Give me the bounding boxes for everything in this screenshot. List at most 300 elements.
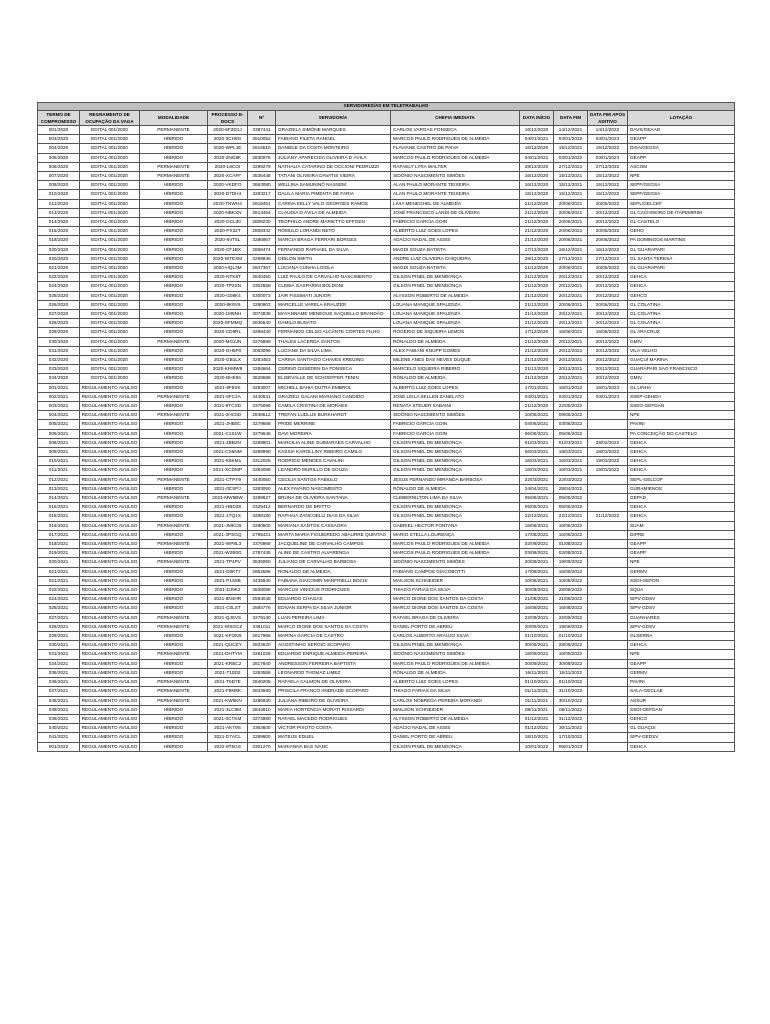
cell-chefia: THIAGO FARIAS DA SILVA (391, 687, 520, 696)
cell-data-fim: 01/10/2022 (554, 632, 588, 641)
cell-data-inicio: 24/04/2021 (520, 484, 554, 493)
cell-termo: 002/2021 (38, 392, 80, 401)
cell-termo: 034/2020 (38, 374, 80, 383)
cell-modalidade: HÍBRIDO (140, 549, 208, 558)
cell-data-inicio: 16/06/2021 (520, 521, 554, 530)
cell-processo: 2020-GCL30 (208, 217, 248, 226)
cell-regramento: REGULAMENTO AVULSO (80, 668, 140, 677)
cell-data-inicio: 28/12/2020 (520, 162, 554, 171)
cell-modalidade: HÍBRIDO (140, 319, 208, 328)
table-row (38, 171, 735, 180)
cell-processo: 2021-C1S1W (208, 429, 248, 438)
cell-termo: 015/2021 (38, 503, 80, 512)
cell-data-fim-aditivo (588, 641, 628, 650)
cell-regramento: REGULAMENTO AVULSO (80, 521, 140, 530)
cell-data-fim-aditivo (588, 558, 628, 567)
cell-numero: 3440050 (248, 475, 276, 484)
cell-termo: 033/2020 (38, 365, 80, 374)
cell-data-inicio: 01/12/2021 (520, 714, 554, 723)
cell-lotacao: DAVS/GEAAD (628, 125, 735, 134)
cell-chefia: THIAGO FARIAS DA SILVA (391, 586, 520, 595)
header-data-fim: DATA FIM (554, 110, 588, 125)
cell-regramento: REGULAMENTO AVULSO (80, 604, 140, 613)
cell-termo: 021/2021 (38, 567, 80, 576)
cell-data-fim: 20/06/2021 (554, 227, 588, 236)
cell-lotacao: GEHCA (628, 503, 735, 512)
cell-servidor: CLAUDIA D ÁVILA DE ALMEIDA (276, 208, 391, 217)
spreadsheet-page (37, 102, 734, 752)
cell-lotacao: NPE (628, 650, 735, 659)
cell-data-fim: 20/12/2021 (554, 273, 588, 282)
cell-processo: 2020-MG2JN (208, 337, 248, 346)
cell-regramento: REGULAMENTO AVULSO (80, 576, 140, 585)
cell-termo: 035/2021 (38, 668, 80, 677)
cell-modalidade: PERMANENTE (140, 540, 208, 549)
cell-servidor: NATHALIA CATARINO DE OCCIONI PEDRUZZI (276, 162, 391, 171)
cell-data-fim-aditivo (588, 420, 628, 429)
cell-processo: 2021-C0LST (208, 604, 248, 613)
cell-lotacao: GUARAPARI SAO FRANCISCO (628, 365, 735, 374)
cell-lotacao: SEPF/GEGSA (628, 181, 735, 190)
cell-lotacao: GEHCA (628, 466, 735, 475)
table-row (38, 355, 735, 364)
cell-regramento: EDITAL 001/2020 (80, 309, 140, 318)
cell-data-fim-aditivo: 20/12/2022 (588, 337, 628, 346)
cell-data-fim-aditivo (588, 567, 628, 576)
cell-data-fim: 15/12/2021 (554, 144, 588, 153)
table-row (38, 383, 735, 392)
cell-modalidade: HÍBRIDO (140, 484, 208, 493)
cell-servidor: MAYANNAME MENEGUE SAQUELLO BRANDÃO (276, 309, 391, 318)
cell-data-inicio: 22/09/2021 (520, 613, 554, 622)
cell-processo: 2020-TP2SN (208, 282, 248, 291)
cell-termo: 010/2020 (38, 190, 80, 199)
cell-termo: 021/2021 (38, 576, 80, 585)
table-row (38, 733, 735, 742)
cell-regramento: EDITAL 001/2020 (80, 217, 140, 226)
cell-numero: 3063099 (248, 346, 276, 355)
cell-data-fim-aditivo (588, 733, 628, 742)
cell-servidor: FERNANDO RAPHAEL DA SILVA (276, 245, 391, 254)
cell-data-inicio: 21/12/2020 (520, 291, 554, 300)
cell-termo: 021/2020 (38, 263, 80, 272)
cell-chefia: GILSON PINEL DE MENDONÇA (391, 457, 520, 466)
cell-modalidade: PERMANENTE (140, 678, 208, 687)
cell-chefia: CARLOS VARGAS FONSECA (391, 125, 520, 134)
cell-servidor: LUAN PEREIRA LIMA (276, 613, 391, 622)
cell-chefia: SIDÔNIO NASCIMENTO SIMÕES (391, 171, 520, 180)
cell-regramento: EDITAL 001/2020 (80, 263, 140, 272)
cell-servidor: JAIR FISSIMATI JUNIOR (276, 291, 391, 300)
cell-data-inicio: 21/12/2020 (520, 263, 554, 272)
table-row (38, 402, 735, 411)
cell-lotacao: GL COLATINA (628, 319, 735, 328)
cell-numero: 3663080 (248, 181, 276, 190)
cell-modalidade: HÍBRIDO (140, 291, 208, 300)
cell-numero: 3381011 (248, 622, 276, 631)
cell-numero: 2817840 (248, 659, 276, 668)
cell-data-inicio: 28/12/2020 (520, 254, 554, 263)
cell-chefia: ALBERTO LUIZ GOES LOPES (391, 383, 520, 392)
cell-modalidade: HÍBRIDO (140, 402, 208, 411)
cell-numero: 3299846 (248, 254, 276, 263)
cell-chefia: GILSON PINEL DE MENDONÇA (391, 273, 520, 282)
table-row (38, 540, 735, 549)
cell-data-fim-aditivo: 15/12/2022 (588, 171, 628, 180)
cell-termo: 030/2021 (38, 641, 80, 650)
cell-termo: 005/2021 (38, 420, 80, 429)
cell-chefia: MARCOS PAULO RODRIGUES DE ALMEIDA (391, 135, 520, 144)
cell-lotacao: GL LINHA (628, 383, 735, 392)
cell-modalidade: HÍBRIDO (140, 144, 208, 153)
cell-data-fim: 14/12/2021 (554, 125, 588, 134)
cell-data-inicio: 10/08/2021 (520, 576, 554, 585)
cell-chefia: JOSÉ LEILA SELLEN ZANELATO (391, 392, 520, 401)
cell-processo: 2020-PX32T (208, 227, 248, 236)
cell-processo: 2020-G08K4 (208, 291, 248, 300)
cell-data-inicio: 21/12/2020 (520, 273, 554, 282)
cell-modalidade: PERMANENTE (140, 696, 208, 705)
cell-regramento: REGULAMENTO AVULSO (80, 438, 140, 447)
cell-data-fim: 20/06/2021 (554, 236, 588, 245)
cell-lotacao: SIPV-GEDSV (628, 733, 735, 742)
cell-data-fim-aditivo: 20/12/2022 (588, 374, 628, 383)
cell-termo: 020/2020 (38, 245, 80, 254)
cell-numero: 3286930 (248, 696, 276, 705)
cell-processo: 2020-WTEXM (208, 254, 248, 263)
cell-lotacao: GEAPP (628, 135, 735, 144)
cell-numero: 2808332 (248, 227, 276, 236)
cell-processo: 2021-T10D2 (208, 668, 248, 677)
cell-modalidade: HÍBRIDO (140, 448, 208, 457)
cell-regramento: REGULAMENTO AVULSO (80, 429, 140, 438)
cell-modalidade: HÍBRIDO (140, 567, 208, 576)
table-row (38, 613, 735, 622)
cell-data-fim: 16/01/2022 (554, 383, 588, 392)
cell-regramento: EDITAL 001/2020 (80, 171, 140, 180)
cell-data-fim-aditivo: 20/12/2022 (588, 309, 628, 318)
cell-data-fim-aditivo: 19/03/2022 (588, 457, 628, 466)
cell-data-fim-aditivo: 20/12/2022 (588, 273, 628, 282)
cell-modalidade: PERMANENTE (140, 521, 208, 530)
cell-data-inicio: 04/01/2021 (520, 392, 554, 401)
table-row (38, 494, 735, 503)
cell-servidor: TEOPHILO ANDRE MARIETTO EFFGEN (276, 217, 391, 226)
cell-chefia: RÔNALDO DE ALMEIDA (391, 337, 520, 346)
cell-data-inicio: 16/12/2020 (520, 125, 554, 134)
cell-modalidade: HÍBRIDO (140, 530, 208, 539)
cell-lotacao: GL CASTELO (628, 217, 735, 226)
cell-lotacao: DISA/GEGSA (628, 144, 735, 153)
table-row (38, 420, 735, 429)
cell-termo: 018/2021 (38, 540, 80, 549)
cell-modalidade: HÍBRIDO (140, 300, 208, 309)
cell-termo: 016/2021 (38, 512, 80, 521)
cell-modalidade: HÍBRIDO (140, 595, 208, 604)
table-row (38, 181, 735, 190)
cell-servidor: MARINA GARCIA DE CASTRO (276, 632, 391, 641)
cell-chefia: SIDÔNIO NASCIMENTO SIMÕES (391, 411, 520, 420)
cell-regramento: REGULAMENTO AVULSO (80, 549, 140, 558)
cell-data-fim: 03/01/2022 (554, 392, 588, 401)
table-row (38, 705, 735, 714)
cell-modalidade: HÍBRIDO (140, 586, 208, 595)
cell-regramento: EDITAL 001/2020 (80, 328, 140, 337)
cell-lotacao: SIPV-GDSV (628, 595, 735, 604)
cell-chefia: GILSON PINEL DE MENDONÇA (391, 512, 520, 521)
cell-lotacao: PA DOMINGOS MARTINS (628, 236, 735, 245)
cell-modalidade: HÍBRIDO (140, 181, 208, 190)
cell-processo: 2021-T6D7E (208, 678, 248, 687)
cell-numero: 2817966 (248, 632, 276, 641)
cell-data-inicio: 21/12/2020 (520, 300, 554, 309)
cell-data-fim: 28/04/2022 (554, 484, 588, 493)
cell-modalidade: HÍBRIDO (140, 714, 208, 723)
cell-termo: 037/2021 (38, 687, 80, 696)
cell-data-fim: 03/06/2022 (554, 420, 588, 429)
cell-termo: 001/2022 (38, 742, 80, 751)
cell-regramento: REGULAMENTO AVULSO (80, 448, 140, 457)
cell-data-fim: 16/06/2022 (554, 521, 588, 530)
cell-termo: 025/2020 (38, 291, 80, 300)
cell-servidor: LUCIANE DA SILVA LIMA (276, 346, 391, 355)
cell-data-fim: 08/11/2022 (554, 705, 588, 714)
cell-lotacao: GEHCA (628, 282, 735, 291)
cell-data-inicio: 16/12/2020 (520, 144, 554, 153)
cell-regramento: REGULAMENTO AVULSO (80, 696, 140, 705)
cell-data-fim: 16/08/2022 (554, 604, 588, 613)
cell-data-fim-aditivo (588, 622, 628, 631)
cell-lotacao: GUAÇUÍ MARINA (628, 355, 735, 364)
cell-processo: 2021-AKT9S (208, 724, 248, 733)
cell-regramento: EDITAL 001/2020 (80, 355, 140, 364)
table-row (38, 309, 735, 318)
cell-regramento: REGULAMENTO AVULSO (80, 457, 140, 466)
table-row (38, 346, 735, 355)
cell-servidor: EDUARDO ENRIQUE ALMEIDA PEREIRA (276, 650, 391, 659)
cell-lotacao: NPE (628, 411, 735, 420)
cell-chefia: JOSÉ FRANCISCO LANDI DE OLIVEIRA (391, 208, 520, 217)
table-row (38, 558, 735, 567)
cell-regramento: REGULAMENTO AVULSO (80, 687, 140, 696)
cell-modalidade: HÍBRIDO (140, 420, 208, 429)
cell-data-fim: 30/09/2022 (554, 659, 588, 668)
cell-lotacao: GEHCO (628, 291, 735, 300)
cell-processo: 2020-SFMMQ (208, 319, 248, 328)
cell-servidor: MARCILIA ALINE GUIMARAES CARVALHO (276, 438, 391, 447)
cell-chefia: GILSON PINEL DE MENDONÇA (391, 282, 520, 291)
cell-data-inicio: 05/05/2021 (520, 494, 554, 503)
cell-data-fim-aditivo (588, 402, 628, 411)
cell-modalidade: HÍBRIDO (140, 438, 208, 447)
cell-chefia: GILSON PINEL DE MENDONÇA (391, 641, 520, 650)
cell-data-inicio: 17/08/2021 (520, 530, 554, 539)
cell-modalidade: PERMANENTE (140, 162, 208, 171)
cell-servidor: VICTOR PIXOTO COSTA (276, 724, 391, 733)
cell-termo: 014/2020 (38, 217, 80, 226)
cell-numero: 3288180 (248, 512, 276, 521)
cell-processo: 2021-HBD28 (208, 503, 248, 512)
table-row (38, 300, 735, 309)
cell-chefia: GILSON PINEL DE MENDONÇA (391, 466, 520, 475)
cell-chefia: MARCO DIONE DOS SANTOS DA COSTA (391, 595, 520, 604)
cell-numero: 5300073 (248, 291, 276, 300)
cell-servidor: DALILA MARIA PIMENTA DE FARIA (276, 190, 391, 199)
cell-data-fim: 18/03/2021 (554, 448, 588, 457)
cell-numero: 3280500 (248, 521, 276, 530)
cell-processo: 2021-F8M8K (208, 687, 248, 696)
cell-termo: 024/2020 (38, 282, 80, 291)
cell-data-inicio: 16/12/2020 (520, 181, 554, 190)
cell-data-fim: 20/12/2021 (554, 346, 588, 355)
cell-data-fim-aditivo: 19/03/2022 (588, 466, 628, 475)
cell-data-inicio: 16/12/2020 (520, 171, 554, 180)
cell-chefia: ANDRE LUIZ OLIVEIRA CHIQUEIRA (391, 254, 520, 263)
cell-termo: 001/2020 (38, 125, 80, 134)
cell-processo: 2021-8N4HR (208, 595, 248, 604)
cell-data-fim-aditivo: 20/12/2022 (588, 319, 628, 328)
cell-processo: 2020-3CH8G (208, 135, 248, 144)
cell-data-inicio: 01/03/2021 (520, 438, 554, 447)
cell-chefia: MARCOS PAULO RODRIGUES DE ALMEIDA (391, 153, 520, 162)
cell-termo: 019/2021 (38, 549, 80, 558)
cell-processo: 2020-TNWH4 (208, 199, 248, 208)
cell-termo: 040/2021 (38, 724, 80, 733)
table-row (38, 604, 735, 613)
cell-data-inicio: 30/09/2021 (520, 641, 554, 650)
cell-termo: 031/2021 (38, 650, 80, 659)
cell-regramento: EDITAL 001/2020 (80, 199, 140, 208)
header-regramento: REGRAMENTO DE OCUPAÇÃO DA VAGA (80, 110, 140, 125)
cell-termo: 010/2021 (38, 457, 80, 466)
cell-regramento: EDITAL 001/2020 (80, 346, 140, 355)
cell-regramento: REGULAMENTO AVULSO (80, 632, 140, 641)
table-row (38, 125, 735, 134)
cell-chefia: MARCOS PAULO RODRIGUES DE ALMEIDA (391, 540, 520, 549)
cell-servidor: EDIVAN SERPA DA SILVA JUNIOR (276, 604, 391, 613)
table-row (38, 392, 735, 401)
cell-processo: 2020-CF1BX (208, 245, 248, 254)
cell-data-fim: 17/10/2022 (554, 733, 588, 742)
cell-data-inicio: 17/12/2020 (520, 245, 554, 254)
cell-modalidade: HÍBRIDO (140, 429, 208, 438)
cell-lotacao: GEPAD (628, 494, 735, 503)
cell-data-fim-aditivo: 20/12/2022 (588, 346, 628, 355)
cell-chefia: ALBERTO LUIZ GOES LOPES (391, 678, 520, 687)
cell-modalidade: HÍBRIDO (140, 659, 208, 668)
cell-numero: 3283217 (248, 190, 276, 199)
cell-lotacao: GURAMIENOS (628, 484, 735, 493)
cell-numero: 3628688 (248, 374, 276, 383)
cell-servidor: CAMILA CRISTINA DE MORAES (276, 402, 391, 411)
cell-servidor: ELISEVALLE DE SCHOEFFER TENIN (276, 374, 391, 383)
cell-processo: 2021-JMKCB (208, 521, 248, 530)
cell-chefia: ALYSSON ROBERTO DE ALMEIDA (391, 291, 520, 300)
cell-data-fim-aditivo: 20/12/2022 (588, 355, 628, 364)
cell-processo: 2021-QJSVS (208, 613, 248, 622)
table-row (38, 668, 735, 677)
cell-chefia: JESUS FERNANDO MIRANDA BARBOSA (391, 475, 520, 484)
cell-numero: 2847367 (248, 263, 276, 272)
cell-data-fim: 20/06/2021 (554, 208, 588, 217)
cell-termo: 018/2020 (38, 236, 80, 245)
cell-regramento: EDITAL 001/2020 (80, 291, 140, 300)
cell-chefia: CARLOS ALBERTO ARAUJO SILVA (391, 632, 520, 641)
cell-termo: 036/2021 (38, 678, 80, 687)
cell-termo: 006/2020 (38, 162, 80, 171)
cell-data-fim-aditivo (588, 521, 628, 530)
cell-modalidade: PERMANENTE (140, 475, 208, 484)
cell-lotacao: GEHCA (628, 641, 735, 650)
cell-data-fim: 27/12/2021 (554, 254, 588, 263)
cell-regramento: EDITAL 001/2020 (80, 125, 140, 134)
cell-servidor: WELLINA SAMUNINÕ NASSEM (276, 181, 391, 190)
header-row (38, 110, 735, 125)
cell-modalidade: HÍBRIDO (140, 705, 208, 714)
cell-chefia: ROGERIO DE SIQUEIRA LEMOS (391, 328, 520, 337)
cell-processo: 2020-HQL3M (208, 263, 248, 272)
cell-lotacao: DIPRE (628, 530, 735, 539)
cell-processo: 2021-WSGCZ (208, 622, 248, 631)
cell-servidor: MICHELL BAHIA DUTRA EMBROL (276, 383, 391, 392)
table-row (38, 135, 735, 144)
cell-data-fim-aditivo: 27/12/2022 (588, 254, 628, 263)
cell-termo: 013/2020 (38, 208, 80, 217)
cell-regramento: EDITAL 001/2020 (80, 282, 140, 291)
cell-data-fim: 09/05/2022 (554, 411, 588, 420)
table-row (38, 576, 735, 585)
table-row (38, 153, 735, 162)
cell-termo: 029/2020 (38, 328, 80, 337)
cell-servidor: BERNARDO DE BRITTO (276, 503, 391, 512)
cell-chefia: MARCELO SIQUEIRA RIBEIRO (391, 365, 520, 374)
cell-regramento: REGULAMENTO AVULSO (80, 402, 140, 411)
table-row (38, 714, 735, 723)
cell-data-inicio: 10/01/2022 (520, 742, 554, 751)
cell-lotacao: SSDI-GEFDN (628, 576, 735, 585)
cell-data-fim-aditivo (588, 494, 628, 503)
cell-termo: 039/2021 (38, 705, 80, 714)
header-numero: Nº (248, 110, 276, 125)
cell-servidor: KASSIA KAROLLINY RIBEIRO CAMILO (276, 448, 391, 457)
cell-data-fim-aditivo: 28/02/2022 (588, 438, 628, 447)
cell-lotacao: PAVINI (628, 420, 735, 429)
cell-modalidade: PERMANENTE (140, 171, 208, 180)
cell-data-fim-aditivo: 21/12/2022 (588, 512, 628, 521)
cell-modalidade: HÍBRIDO (140, 282, 208, 291)
cell-servidor: RODRIGO MENDES CAVALINI (276, 457, 391, 466)
cell-data-inicio: 03/08/2021 (520, 549, 554, 558)
cell-processo: 2021-2BB2N (208, 438, 248, 447)
cell-data-inicio: 18/10/2021 (520, 733, 554, 742)
table-row (38, 254, 735, 263)
cell-regramento: EDITAL 001/2020 (80, 190, 140, 199)
cell-numero: 2610052 (248, 135, 276, 144)
cell-numero: 2844810 (248, 705, 276, 714)
cell-chefia: ADACIO NADAL DE ASSIS (391, 724, 520, 733)
cell-regramento: REGULAMENTO AVULSO (80, 595, 140, 604)
cell-modalidade: HÍBRIDO (140, 576, 208, 585)
cell-processo: 2021-W2B0G (208, 549, 248, 558)
cell-servidor: PRISCILA FRANCO ANDRADE SCOPARO (276, 687, 391, 696)
cell-numero: 3289801 (248, 438, 276, 447)
cell-numero: 2840205 (248, 678, 276, 687)
cell-termo: 032/2020 (38, 355, 80, 364)
header-servidor: SERVIDOR/A (276, 110, 391, 125)
table-title: SERVIDORES/AS EM TELETRABALHO (38, 103, 735, 111)
cell-processo: 2020-2NG8K (208, 153, 248, 162)
cell-modalidade: HÍBRIDO (140, 273, 208, 282)
